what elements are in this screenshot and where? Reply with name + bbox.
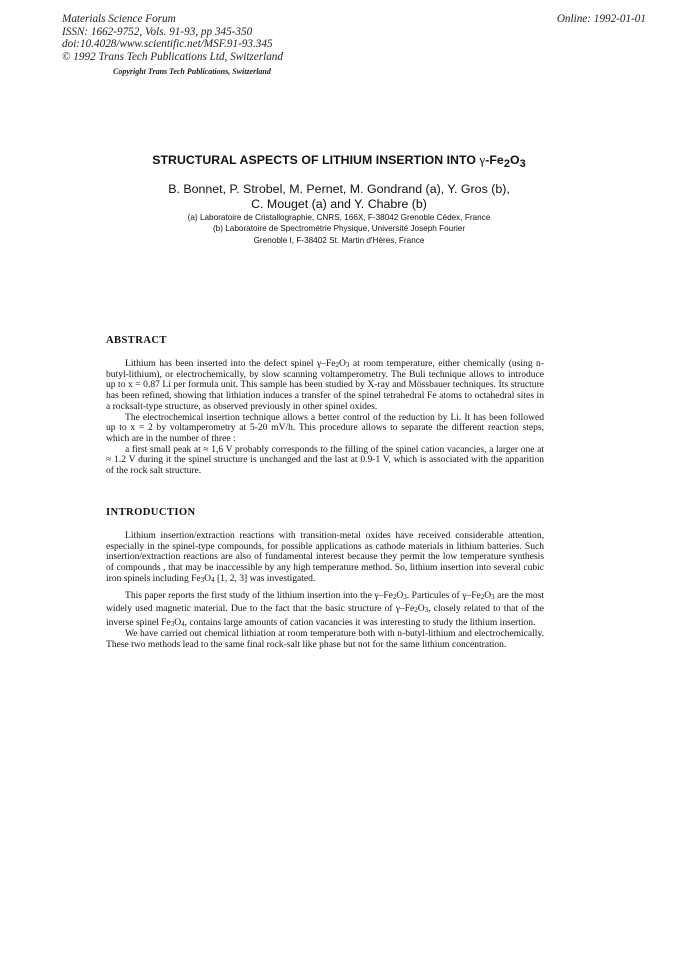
abstract-paragraph: a first small peak at ≈ 1,6 V probably corresponds to the filling of the spinel cation vacancies, a larger one at ≈ 1.2 V during it the spinel structure is unchanged and the last at 0.9-1 V, which is associated with the apparition of the rock salt structure. <box>106 443 544 477</box>
introduction-heading: INTRODUCTION <box>106 507 196 518</box>
title-gamma: γ <box>479 152 486 167</box>
journal-name: Materials Science Forum <box>62 13 176 25</box>
journal-meta <box>62 13 283 63</box>
copyright-notice: Copyright Trans Tech Publications, Switzerland <box>113 67 271 76</box>
introduction-body <box>106 531 544 650</box>
affiliation: (a) Laboratoire de Cristallographie, CNRS, 166X, F-38042 Grenoble Cédex, France <box>187 213 491 222</box>
affiliation: Grenoble I, F-38402 St. Martin d'Hères, France <box>253 235 425 245</box>
title-subscript: 2 <box>503 158 510 170</box>
authors-line: B. Bonnet, P. Strobel, M. Pernet, M. Gondrand (a), Y. Gros (b), <box>168 182 510 196</box>
online-date: Online: 1992-01-01 <box>556 13 646 25</box>
issn-line: ISSN: 1662-9752, Vols. 91-93, pp 345-350 <box>62 25 253 38</box>
intro-paragraph: This paper reports the first study of the lithium insertion into the $\gamma-Fe_2O_3$. Particules of $\gamma-Fe_2O_3$ are the most widely used magnetic material. Due to the fact that the basic structure of $\gamma-Fe_2O_3$, closely related to that of the inverse spinel $Fe_3O_4$, contains large amounts of cation vacancies it was interesting to study the lithium insertion. <box>106 589 545 628</box>
abstract-paragraph: Lithium has been inserted into the defect spinel $\gamma-Fe_2O_3$ at room temperature, either chemically (using n-butyl-lithium), or electrochemically, by slow scanning voltamperometry. The Buli technique allows to introduce up to x = 0.87 Li per formula unit. This sample has been studied by X-ray and Mössbauer techniques. Its structure has been refined, showing that lithiation induces a transfer of the spinel tetrahedral Fe atoms to octahedral sites in a rocksalt-type structure, as observed previously in other spinel oxides. <box>106 358 544 412</box>
affiliation: (b) Laboratoire de Spectrométrie Physique, Université Joseph Fourier <box>212 224 466 234</box>
intro-paragraph: Lithium insertion/extraction reactions with transition-metal oxides have received considerable attention, especially in the spinel-type compounds, for possible applications as cathode materials in lithium batteries. Such insertion/extraction reactions are also of fundamental interest because they permit the low temperature synthesis of compounds , that may be inaccessible by any high temperature method. So, lithium insertion into several cubic iron spinels including $Fe_3O_4$ [1, 2, 3] was investigated. <box>106 530 544 584</box>
abstract-body <box>106 359 544 477</box>
paper-title <box>0 152 678 170</box>
title-formula: -Fe <box>485 153 504 167</box>
publisher-line: © 1992 Trans Tech Publications Ltd, Switzerland <box>62 50 283 63</box>
intro-paragraph: We have carried out chemical lithiation at room temperature both with n-butyl-lithium and electrochemically. These two methods lead to the same final rock-salt like phase but not for the same lithium concentration. <box>106 628 544 650</box>
author-list <box>0 182 678 212</box>
title-formula: O <box>510 153 520 167</box>
affiliations <box>0 212 678 246</box>
authors-line: C. Mouget (a) and Y. Chabre (b) <box>251 197 427 211</box>
abstract-paragraph: The electrochemical insertion technique allows a better control of the reduction by Li. It has been followed up to x = 2 by voltamperometry at 5-20 mV/h. This procedure allows to separate the different reaction steps, which are in the number of three : <box>106 411 544 444</box>
title-text: STRUCTURAL ASPECTS OF LITHIUM INSERTION INTO <box>152 153 480 167</box>
title-subscript: 3 <box>519 158 526 170</box>
doi-line: doi:10.4028/www.scientific.net/MSF.91-93.345 <box>62 38 273 51</box>
abstract-heading: ABSTRACT <box>106 335 167 346</box>
